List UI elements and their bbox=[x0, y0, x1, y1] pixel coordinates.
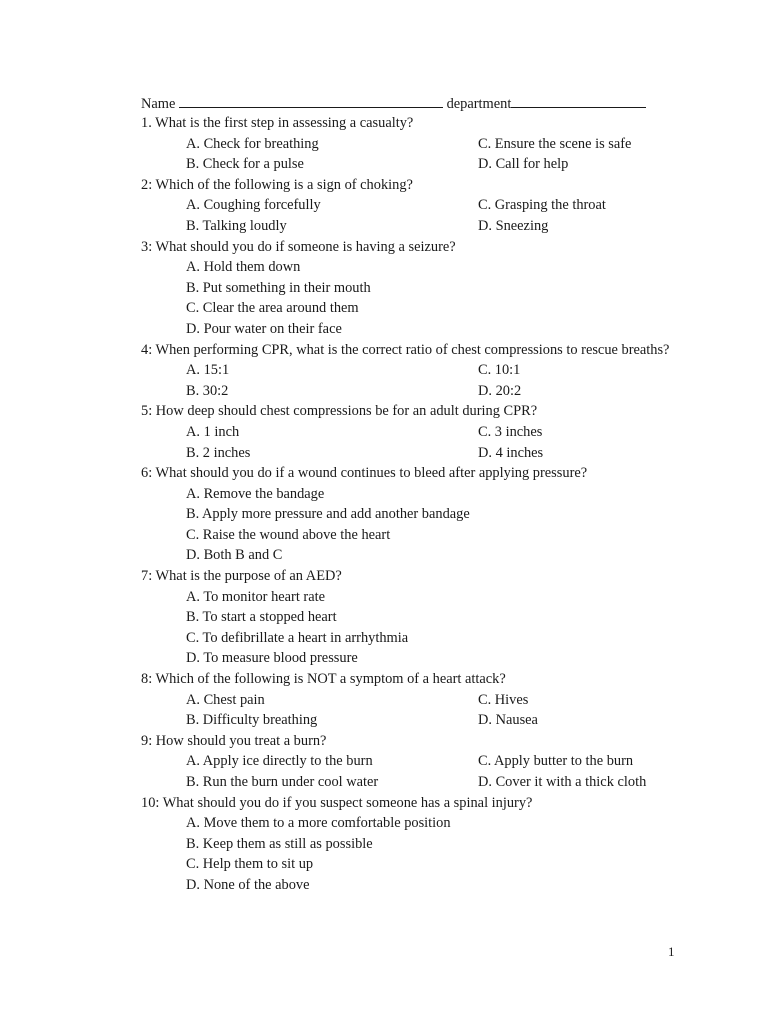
option-1b: B. Check for a pulse bbox=[186, 156, 304, 173]
question-7-text: 7: What is the purpose of an AED? bbox=[141, 568, 342, 585]
option-row bbox=[141, 648, 677, 669]
option-row bbox=[141, 834, 677, 855]
question-4-text: 4: When performing CPR, what is the correct ratio of chest compressions to rescue breaths? bbox=[141, 341, 670, 358]
department-label: department bbox=[446, 96, 512, 112]
option-7b: B. To start a stopped heart bbox=[186, 609, 337, 626]
option-row bbox=[141, 154, 677, 175]
option-row bbox=[141, 772, 677, 793]
option-row bbox=[141, 216, 677, 237]
option-8b: B. Difficulty breathing bbox=[186, 712, 318, 729]
option-5d: D. 4 inches bbox=[478, 444, 544, 461]
option-row bbox=[141, 422, 677, 443]
option-row bbox=[141, 607, 677, 628]
option-row bbox=[141, 278, 677, 299]
option-3c: C. Clear the area around them bbox=[186, 300, 359, 317]
option-3b: B. Put something in their mouth bbox=[186, 279, 371, 296]
option-row bbox=[141, 257, 677, 278]
question-2-text: 2: Which of the following is a sign of choking? bbox=[141, 176, 413, 193]
option-row bbox=[141, 854, 677, 875]
option-9c: C. Apply butter to the burn bbox=[478, 753, 634, 770]
option-4d: D. 20:2 bbox=[478, 382, 522, 399]
option-row bbox=[141, 813, 677, 834]
option-row bbox=[141, 875, 677, 896]
option-1a: A. Check for breathing bbox=[186, 135, 319, 152]
question-9-text: 9: How should you treat a burn? bbox=[141, 732, 327, 749]
question-10-text: 10: What should you do if you suspect someone has a spinal injury? bbox=[141, 794, 533, 811]
option-3a: A. Hold them down bbox=[186, 259, 301, 276]
option-row bbox=[141, 690, 677, 711]
option-row bbox=[141, 298, 677, 319]
option-6b: B. Apply more pressure and add another bandage bbox=[186, 506, 470, 523]
option-row bbox=[141, 587, 677, 608]
option-2d: D. Sneezing bbox=[478, 217, 549, 234]
option-row bbox=[141, 484, 677, 505]
department-blank bbox=[511, 93, 646, 108]
option-10b: B. Keep them as still as possible bbox=[186, 835, 373, 852]
option-row bbox=[141, 443, 677, 464]
option-7a: A. To monitor heart rate bbox=[186, 588, 325, 605]
option-row bbox=[141, 545, 677, 566]
option-row bbox=[141, 134, 677, 155]
option-row bbox=[141, 504, 677, 525]
option-8c: C. Hives bbox=[478, 691, 529, 708]
option-3d: D. Pour water on their face bbox=[186, 320, 342, 337]
option-6a: A. Remove the bandage bbox=[186, 485, 325, 502]
option-2a: A. Coughing forcefully bbox=[186, 197, 321, 214]
option-2b: B. Talking loudly bbox=[186, 217, 287, 234]
name-label: Name bbox=[141, 96, 176, 112]
option-9a: A. Apply ice directly to the burn bbox=[186, 753, 373, 770]
option-2c: C. Grasping the throat bbox=[478, 197, 606, 214]
option-5a: A. 1 inch bbox=[186, 423, 240, 440]
question-5-text: 5: How deep should chest compressions be for an adult during CPR? bbox=[141, 403, 538, 420]
option-row bbox=[141, 360, 677, 381]
question-6-text: 6: What should you do if a wound continues to bleed after applying pressure? bbox=[141, 465, 588, 482]
option-1d: D. Call for help bbox=[478, 156, 569, 173]
option-row bbox=[141, 628, 677, 649]
question-1-text: 1. What is the first step in assessing a casualty? bbox=[141, 115, 414, 131]
option-row bbox=[141, 319, 677, 340]
option-10c: C. Help them to sit up bbox=[186, 856, 314, 873]
question-8-text: 8: Which of the following is NOT a symptom of a heart attack? bbox=[141, 671, 506, 688]
option-9d: D. Cover it with a thick cloth bbox=[478, 774, 647, 790]
option-row bbox=[141, 195, 677, 216]
option-5b: B. 2 inches bbox=[186, 444, 251, 461]
option-row bbox=[141, 751, 677, 772]
option-8a: A. Chest pain bbox=[186, 691, 265, 708]
option-5c: C. 3 inches bbox=[478, 423, 543, 440]
question-3-text: 3: What should you do if someone is having a seizure? bbox=[141, 238, 456, 255]
option-4a: A. 15:1 bbox=[186, 362, 230, 379]
option-10a: A. Move them to a more comfortable position bbox=[186, 815, 451, 832]
page-number: 1 bbox=[668, 944, 675, 959]
option-7c: C. To defibrillate a heart in arrhythmia bbox=[186, 629, 409, 646]
questions-list bbox=[141, 113, 677, 896]
option-4c: C. 10:1 bbox=[478, 362, 521, 379]
option-row bbox=[141, 381, 677, 402]
name-blank bbox=[179, 93, 443, 108]
option-7d: D. To measure blood pressure bbox=[186, 650, 358, 667]
option-9b: B. Run the burn under cool water bbox=[186, 774, 379, 790]
option-6d: D. Both B and C bbox=[186, 547, 283, 564]
option-4b: B. 30:2 bbox=[186, 382, 229, 399]
option-8d: D. Nausea bbox=[478, 712, 538, 729]
option-1c: C. Ensure the scene is safe bbox=[478, 135, 632, 152]
option-row bbox=[141, 525, 677, 546]
option-6c: C. Raise the wound above the heart bbox=[186, 526, 391, 543]
option-10d: D. None of the above bbox=[186, 876, 310, 893]
header-line bbox=[141, 93, 681, 114]
option-row bbox=[141, 710, 677, 731]
